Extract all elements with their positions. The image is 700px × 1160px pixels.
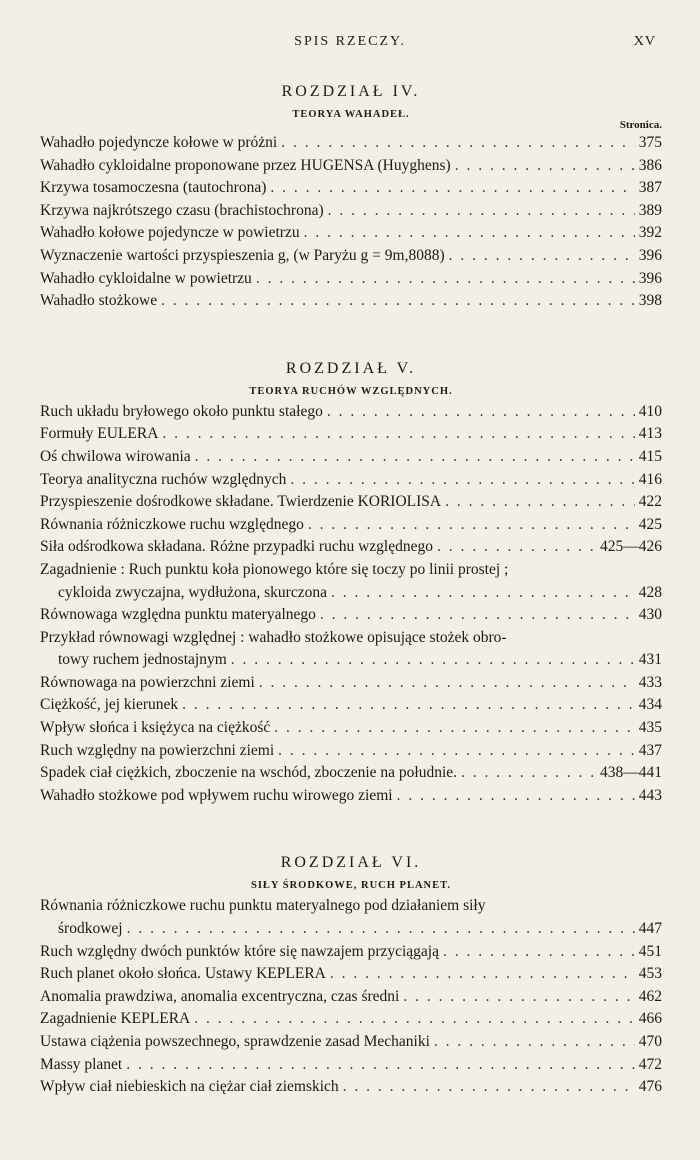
- toc-entry: [40, 785, 662, 808]
- toc-entry: [40, 740, 662, 763]
- dot-leader: [259, 672, 635, 695]
- toc-entry-title: Równowaga względna punktu materyalnego: [40, 606, 316, 624]
- dot-leader: [330, 963, 635, 986]
- toc-entry-title: Massy planet: [40, 1055, 123, 1073]
- toc-entry: [40, 132, 662, 155]
- toc-entry: [40, 155, 662, 178]
- dot-leader: [256, 268, 635, 291]
- toc-entry-title: środkowej: [58, 920, 123, 938]
- toc-entry-page: 435: [638, 719, 662, 737]
- toc-entry-page: 425: [638, 515, 662, 533]
- dot-leader: [290, 469, 634, 492]
- toc-entry-title: Równowaga na powierzchni ziemi: [40, 673, 255, 691]
- toc-entry: [40, 200, 662, 223]
- toc-entry-title: cykloida zwyczajna, wydłużona, skurczona: [58, 583, 327, 601]
- toc-entry: [40, 1054, 662, 1077]
- toc-entry: [40, 717, 662, 740]
- dot-leader: [270, 177, 634, 200]
- toc-entry-title: Ciężkość, jej kierunek: [40, 696, 179, 714]
- toc-entry: [40, 222, 662, 245]
- toc-entry: [40, 491, 662, 514]
- toc-entry-title: Wpływ słońca i księżyca na ciężkość: [40, 719, 271, 737]
- toc-entry-title: Zagadnienie KEPLERA: [40, 1010, 191, 1028]
- toc-entry-page: 396: [638, 269, 662, 287]
- toc-entry-page: 437: [638, 741, 662, 759]
- toc-entry-title: Wahadło kołowe pojedyncze w powietrzu: [40, 224, 300, 242]
- toc-entry-title: Przyspieszenie dośrodkowe składane. Twierdzenie KORIOLISA: [40, 493, 442, 511]
- toc-entry-title: Teorya analityczna ruchów względnych: [40, 470, 287, 488]
- toc-entry-first-line: Przykład równowagi względnej : wahadło stożkowe opisujące stożek obro-: [40, 628, 507, 646]
- toc-entry-title: Równania różniczkowe ruchu względnego: [40, 515, 304, 533]
- dot-leader: [437, 536, 596, 559]
- toc-entry-title: Spadek ciał ciężkich, zboczenie na wschód, zboczenie na południe.: [40, 764, 458, 782]
- toc-entry-title: Krzywa najkrótszego czasu (brachistochrona): [40, 201, 324, 219]
- dot-leader: [161, 290, 635, 313]
- toc-entry-page: 387: [638, 179, 662, 197]
- toc-entry: [40, 423, 662, 446]
- dot-leader: [281, 132, 635, 155]
- toc-entry: [40, 941, 662, 964]
- toc-entry-page: 410: [638, 402, 662, 420]
- toc-entry-title: Ruch układu bryłowego około punktu stałego: [40, 402, 323, 420]
- dot-leader: [278, 740, 635, 763]
- toc-entry-title: Ruch względny na powierzchni ziemi: [40, 741, 275, 759]
- chapter-title: ROZDZIAŁ VI.: [280, 854, 422, 872]
- toc-entry: [40, 401, 662, 424]
- dot-leader: [231, 649, 635, 672]
- toc-entry-title: Anomalia prawdziwa, anomalia excentryczna, czas średni: [40, 987, 400, 1005]
- toc-entry-page: 443: [638, 786, 662, 804]
- toc-entry-page: 453: [638, 965, 662, 983]
- toc-entry-page: 422: [638, 493, 662, 511]
- toc-entry-title: Formuły EULERA: [40, 425, 159, 443]
- dot-leader: [182, 694, 635, 717]
- toc-entry: [40, 1031, 662, 1054]
- toc-entry: [40, 963, 662, 986]
- toc-entry: [40, 604, 662, 627]
- dot-leader: [304, 222, 635, 245]
- toc-entry-first-line: Zagadnienie : Ruch punktu koła pionowego które się toczy po linii prostej ;: [40, 560, 509, 578]
- toc-entry-page: 425—426: [600, 538, 662, 556]
- dot-leader: [331, 582, 635, 605]
- toc-entry-page: 466: [638, 1010, 662, 1028]
- toc-entry: [40, 762, 662, 785]
- toc-entry-title: Wyznaczenie wartości przyspieszenia g, (w Paryżu g = 9m,8088): [40, 246, 445, 264]
- toc-entry-page: 438—441: [600, 764, 662, 782]
- dot-leader: [195, 446, 635, 469]
- toc-entry: [40, 177, 662, 200]
- toc-entry: [40, 514, 662, 537]
- toc-entry: [40, 290, 662, 313]
- toc-entry-title: towy ruchem jednostajnym: [58, 651, 227, 669]
- toc-entry-title: Krzywa tosamoczesna (tautochrona): [40, 179, 267, 197]
- toc-entry-page: 462: [638, 987, 662, 1005]
- dot-leader: [308, 514, 635, 537]
- toc-entry: [40, 986, 662, 1009]
- dot-leader: [434, 1031, 635, 1054]
- dot-leader: [274, 717, 634, 740]
- dot-leader: [194, 1008, 635, 1031]
- toc-entry: [40, 649, 662, 672]
- dot-leader: [162, 423, 634, 446]
- dot-leader: [343, 1076, 635, 1099]
- toc-entry-page: 396: [638, 246, 662, 264]
- toc-entry: [40, 469, 662, 492]
- toc-entry: [40, 536, 662, 559]
- toc-entry: [40, 1076, 662, 1099]
- toc-entry-page: 428: [638, 583, 662, 601]
- toc-entry-page: 470: [638, 1033, 662, 1050]
- toc-entry-page: 413: [638, 425, 662, 443]
- toc-entry-title: Wahadło cykloidalne w powietrzu: [40, 269, 252, 287]
- table-of-contents: [40, 74, 662, 1099]
- toc-entry-page: 386: [638, 156, 662, 174]
- dot-leader: [397, 785, 635, 808]
- toc-entry-page: 472: [638, 1055, 662, 1073]
- dot-leader: [126, 1054, 635, 1077]
- toc-entry: [40, 446, 662, 469]
- toc-entry-page: 430: [638, 606, 662, 624]
- toc-entry: [40, 582, 662, 605]
- toc-entry-page: 375: [638, 134, 662, 151]
- dot-leader: [443, 941, 635, 964]
- toc-entry: [40, 268, 662, 291]
- toc-entry-page: 431: [638, 651, 662, 669]
- toc-entry-page: 451: [638, 942, 662, 960]
- chapter-subtitle: SIŁY ŚRODKOWE, RUCH PLANET.: [251, 880, 451, 892]
- toc-entry-page: 392: [638, 224, 662, 242]
- toc-entry-page: 476: [638, 1078, 662, 1096]
- page-number: XV: [633, 34, 656, 49]
- toc-entry-title: Wahadło cykloidalne proponowane przez HUGENSA (Huyghens): [40, 156, 451, 174]
- toc-entry-title: Wpływ ciał niebieskich na ciężar ciał ziemskich: [40, 1078, 339, 1096]
- toc-entry: [40, 694, 662, 717]
- toc-entry-title: Wahadło stożkowe pod wpływem ruchu wirowego ziemi: [40, 786, 393, 804]
- toc-entry-page: 416: [638, 470, 662, 488]
- toc-entry: [40, 672, 662, 695]
- toc-entry-page: 389: [638, 201, 662, 219]
- dot-leader: [461, 762, 596, 785]
- toc-entry-page: 447: [638, 920, 662, 938]
- dot-leader: [328, 200, 635, 223]
- toc-entry: [40, 245, 662, 268]
- dot-leader: [320, 604, 635, 627]
- chapter-title: ROZDZIAŁ V.: [285, 359, 417, 377]
- page-header-title: SPIS RZECZY.: [294, 34, 406, 49]
- dot-leader: [327, 401, 635, 424]
- chapter-spacer: [40, 313, 662, 351]
- dot-leader: [455, 155, 635, 178]
- chapter-subtitle: TEORYA WAHADEŁ.: [292, 109, 410, 120]
- dot-leader: [449, 245, 635, 268]
- dot-leader: [127, 918, 635, 941]
- dot-leader: [403, 986, 634, 1009]
- chapter-title: ROZDZIAŁ IV.: [281, 83, 421, 100]
- toc-entry-page: 398: [638, 292, 662, 310]
- toc-entry-title: Wahadło stożkowe: [40, 292, 158, 310]
- toc-entry-title: Siła odśrodkowa składana. Różne przypadki ruchu względnego: [40, 538, 433, 556]
- toc-entry-page: 434: [638, 696, 662, 714]
- toc-entry-page: 433: [638, 673, 662, 691]
- toc-entry-title: Ruch względny dwóch punktów które się nawzajem przyciągają: [40, 942, 439, 960]
- toc-entry: [40, 918, 662, 941]
- toc-entry-first-line: Równania różniczkowe ruchu punktu materyalnego pod działaniem siły: [40, 897, 486, 915]
- dot-leader: [445, 491, 635, 514]
- toc-entry-title: Ustawa ciążenia powszechnego, sprawdzenie zasad Mechaniki: [40, 1033, 430, 1050]
- toc-entry-title: Ruch planet około słońca. Ustawy KEPLERA: [40, 965, 326, 983]
- chapter-spacer: [40, 807, 662, 845]
- toc-entry: [40, 1008, 662, 1031]
- toc-entry-title: Oś chwilowa wirowania: [40, 447, 191, 465]
- toc-entry-title: Wahadło pojedyncze kołowe w próżni: [40, 134, 278, 151]
- page-column-label: Stronica.: [619, 119, 662, 131]
- toc-entry-page: 415: [638, 447, 662, 465]
- running-head: [0, 30, 700, 54]
- chapter-subtitle: TEORYA RUCHÓW WZGLĘDNYCH.: [249, 385, 453, 397]
